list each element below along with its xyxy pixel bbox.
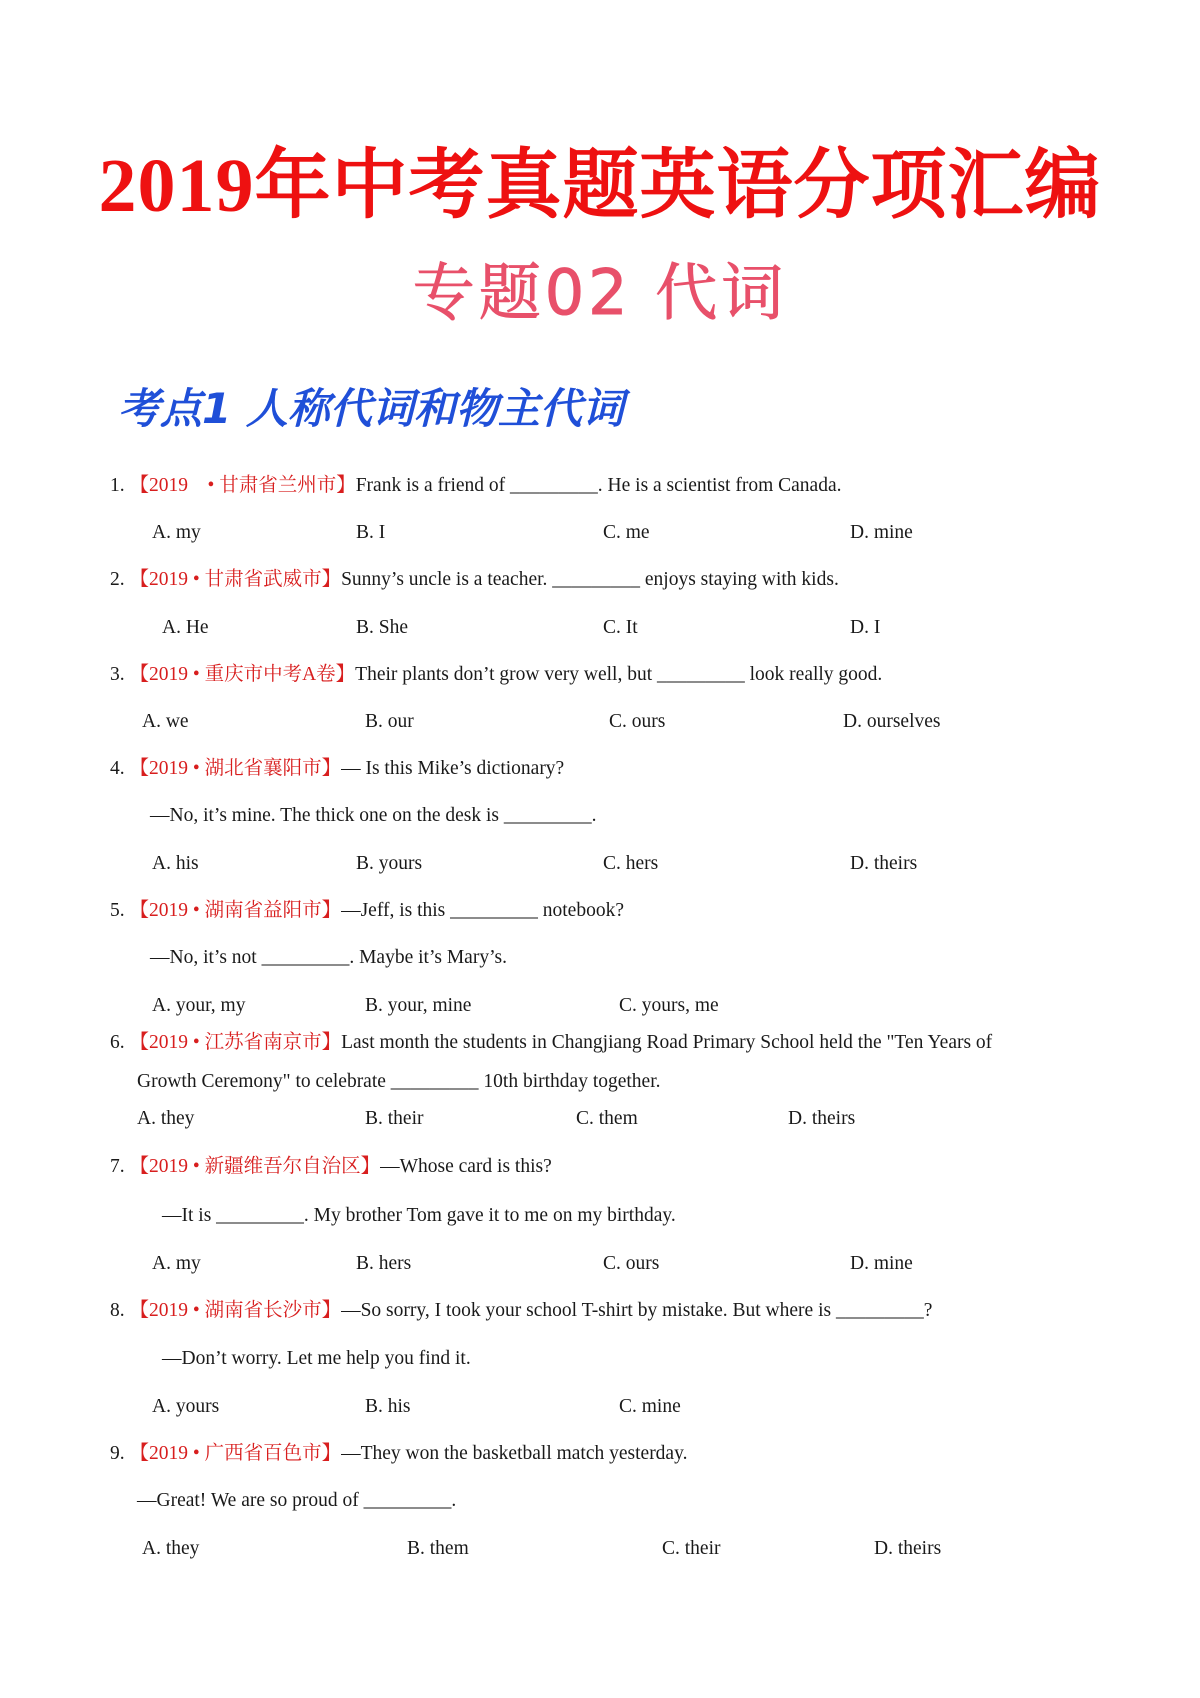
question-4-reply: —No, it’s mine. The thick one on the desk is _________.: [150, 805, 597, 826]
section-heading: 考点1 人称代词和物主代词: [118, 384, 624, 433]
option-c: C. their: [662, 1538, 721, 1559]
option-d: D. theirs: [788, 1108, 856, 1129]
option-d: D. I: [850, 617, 881, 638]
option-b: B. his: [365, 1396, 411, 1417]
question-number: 1.: [110, 475, 125, 496]
question-1: [110, 476, 841, 496]
option-a: A. yours: [152, 1396, 220, 1417]
option-c: C. them: [576, 1108, 638, 1129]
question-text: Frank is a friend of _________. He is a scientist from Canada.: [355, 475, 842, 496]
option-d: D. theirs: [874, 1538, 942, 1559]
question-4: [110, 759, 564, 779]
option-d: D. theirs: [850, 853, 918, 874]
question-2: [110, 570, 839, 590]
option-a: A. they: [142, 1538, 200, 1559]
question-number: 8.: [110, 1300, 125, 1321]
option-b: B. them: [407, 1538, 469, 1559]
question-number: 3.: [110, 664, 125, 685]
option-b: B. their: [365, 1108, 424, 1129]
topic-subtitle: 专题02 代词: [412, 256, 788, 329]
question-source: 【2019 • 甘肃省武威市】: [129, 569, 342, 590]
option-c: C. mine: [619, 1396, 681, 1417]
question-source: 【2019 • 湖南省益阳市】: [129, 900, 342, 921]
option-b: B. hers: [356, 1253, 412, 1274]
question-source: 【2019 • 广西省百色市】: [129, 1443, 342, 1464]
option-a: A. they: [137, 1108, 195, 1129]
question-text: —Whose card is this?: [380, 1156, 552, 1177]
question-9-reply: —Great! We are so proud of _________.: [137, 1490, 457, 1511]
option-a: A. my: [152, 1253, 201, 1274]
question-number: 5.: [110, 900, 125, 921]
option-b: B. yours: [356, 853, 423, 874]
question-8: [110, 1301, 932, 1321]
question-6-continued: Growth Ceremony" to celebrate _________ 10th birthday together.: [137, 1071, 661, 1092]
question-source: 【2019 • 湖南省长沙市】: [129, 1300, 342, 1321]
question-9: [110, 1444, 687, 1464]
question-text: — Is this Mike’s dictionary?: [341, 758, 565, 779]
question-number: 2.: [110, 569, 125, 590]
document-title: 2019年中考真题英语分项汇编: [98, 144, 1102, 228]
question-text: Sunny’s uncle is a teacher. _________ enjoys staying with kids.: [341, 569, 839, 590]
question-5-reply: —No, it’s not _________. Maybe it’s Mary’s.: [150, 947, 507, 968]
question-7-reply: —It is _________. My brother Tom gave it to me on my birthday.: [162, 1205, 676, 1226]
option-a: A. your, my: [152, 995, 246, 1016]
question-text: —They won the basketball match yesterday.: [341, 1443, 688, 1464]
option-b: B. She: [356, 617, 409, 638]
option-c: C. ours: [609, 711, 666, 732]
question-text: Last month the students in Changjiang Road Primary School held the "Ten Years of: [341, 1032, 993, 1053]
option-c: C. me: [603, 522, 650, 543]
question-6: [110, 1033, 992, 1053]
question-number: 7.: [110, 1156, 125, 1177]
question-source: 【2019 • 重庆市中考A卷】: [129, 664, 356, 685]
option-b: B. your, mine: [365, 995, 472, 1016]
question-text: —Jeff, is this _________ notebook?: [341, 900, 624, 921]
option-d: D. ourselves: [843, 711, 941, 732]
question-source: 【2019 • 新疆维吾尔自治区】: [129, 1156, 381, 1177]
question-source: 【2019 • 甘肃省兰州市】: [129, 475, 356, 496]
question-text: Their plants don’t grow very well, but _________ look really good.: [355, 664, 883, 685]
question-5: [110, 901, 624, 921]
option-c: C. yours, me: [619, 995, 719, 1016]
question-source: 【2019 • 湖北省襄阳市】: [129, 758, 342, 779]
option-d: D. mine: [850, 522, 913, 543]
option-c: C. hers: [603, 853, 659, 874]
option-a: A. we: [142, 711, 189, 732]
question-number: 6.: [110, 1032, 125, 1053]
option-b: B. I: [356, 522, 386, 543]
option-c: C. It: [603, 617, 638, 638]
question-8-reply: —Don’t worry. Let me help you find it.: [162, 1348, 471, 1369]
option-d: D. mine: [850, 1253, 913, 1274]
option-a: A. his: [152, 853, 199, 874]
question-number: 4.: [110, 758, 125, 779]
option-c: C. ours: [603, 1253, 660, 1274]
question-source: 【2019 • 江苏省南京市】: [129, 1032, 342, 1053]
question-3: [110, 665, 882, 685]
option-a: A. my: [152, 522, 201, 543]
option-b: B. our: [365, 711, 414, 732]
question-number: 9.: [110, 1443, 125, 1464]
question-7: [110, 1157, 552, 1177]
question-text: —So sorry, I took your school T-shirt by mistake. But where is _________?: [341, 1300, 933, 1321]
option-a: A. He: [162, 617, 209, 638]
